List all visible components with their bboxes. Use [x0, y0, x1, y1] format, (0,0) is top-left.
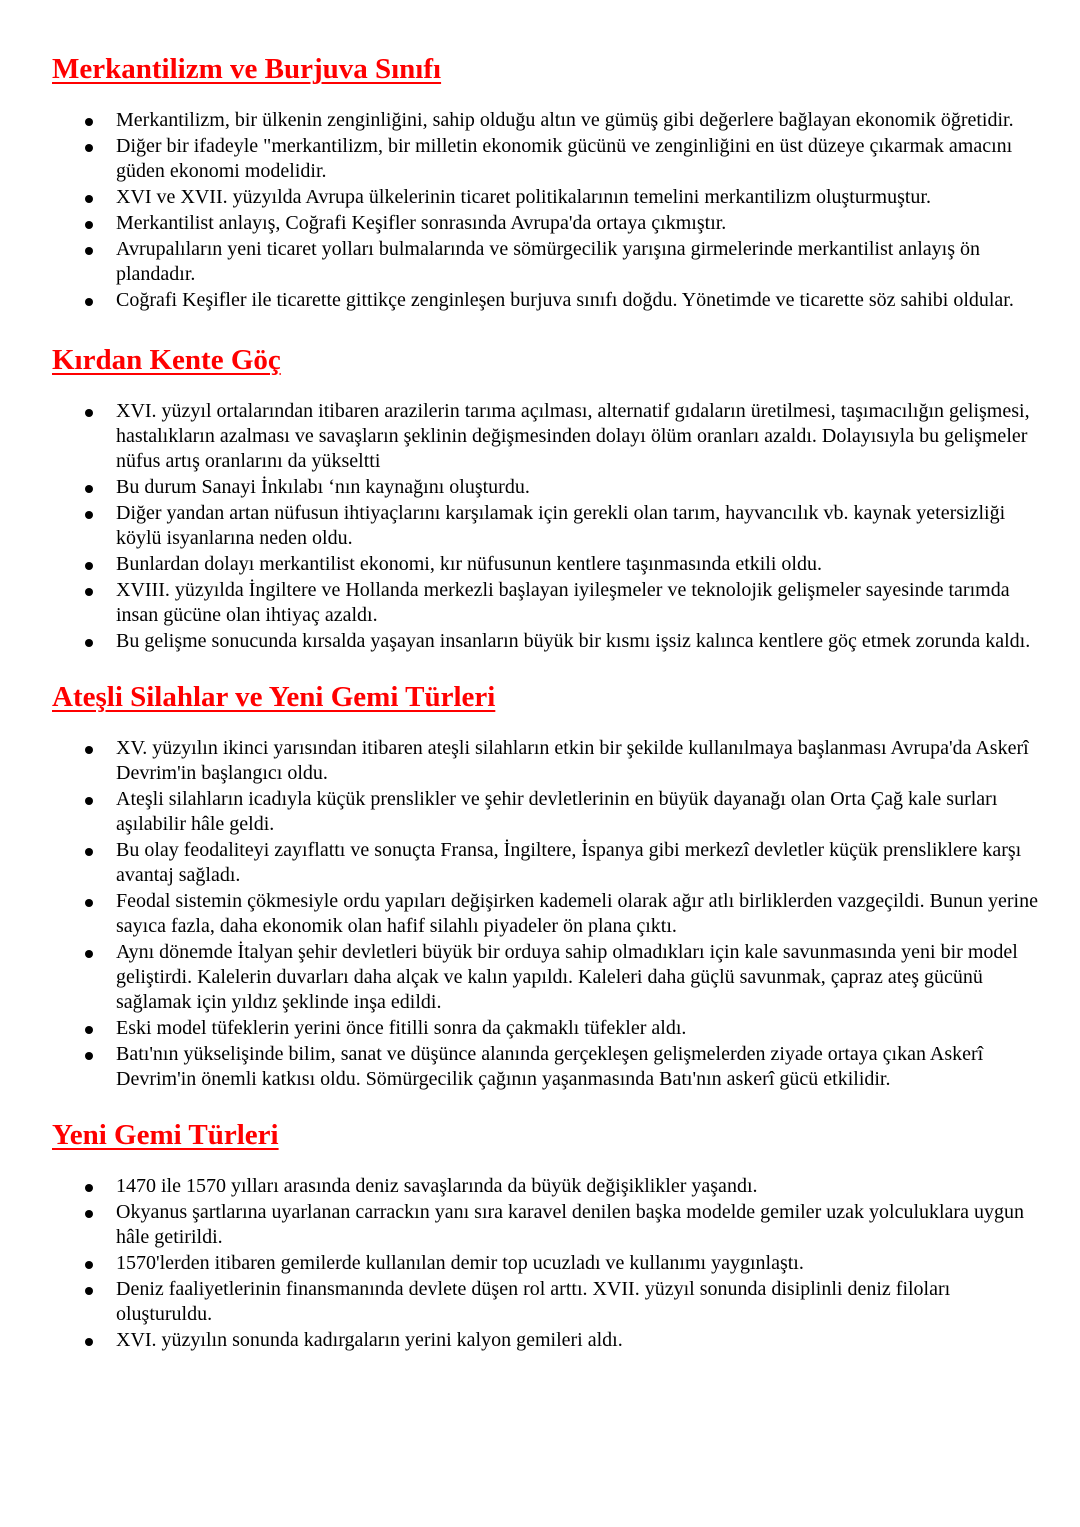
list-item-text: Bunlardan dolayı merkantilist ekonomi, kır nüfusunun kentlere taşınmasında etkili oldu.	[116, 553, 822, 575]
list-item-text: Okyanus şartlarına uyarlanan carrackın yanı sıra karavel denilen başka modelde gemiler uzak yolculuklara uygun hâle getirildi.	[116, 1201, 1024, 1248]
list-item-text: Avrupalıların yeni ticaret yolları bulmalarında ve sömürgecilik yarışına girmelerinde merkantilist anlayış ön plandadır.	[116, 238, 980, 285]
list-item	[52, 736, 1040, 786]
list-item	[52, 552, 1040, 577]
list-item	[52, 1042, 1040, 1092]
bullet-list	[52, 1174, 1040, 1353]
list-item	[52, 1251, 1040, 1276]
list-item	[52, 629, 1040, 654]
bullet-icon	[85, 221, 93, 229]
list-item	[52, 185, 1040, 210]
list-item	[52, 787, 1040, 837]
bullet-list	[52, 399, 1040, 654]
list-item-text: Deniz faaliyetlerinin finansmanında devlete düşen rol arttı. XVII. yüzyıl sonunda disiplinli deniz filoları oluşturuldu.	[116, 1278, 951, 1325]
list-item	[52, 237, 1040, 287]
list-item-text: Bu gelişme sonucunda kırsalda yaşayan insanların büyük bir kısmı işsiz kalınca kentlere göç etmek zorunda kaldı.	[116, 630, 1031, 652]
section-title: Merkantilizm ve Burjuva Sınıfı	[52, 53, 442, 85]
bullet-icon	[85, 1026, 93, 1034]
list-item	[52, 1016, 1040, 1041]
bullet-icon	[85, 562, 93, 570]
list-item-text: Eski model tüfeklerin yerini önce fitilli sonra da çakmaklı tüfekler aldı.	[116, 1017, 687, 1039]
bullet-icon	[85, 144, 93, 152]
section-kirdan-kente-goc	[52, 343, 1040, 654]
list-item-text: 1470 ile 1570 yılları arasında deniz savaşlarında da büyük değişiklikler yaşandı.	[116, 1175, 758, 1197]
section-title: Yeni Gemi Türleri	[52, 1119, 279, 1151]
list-item	[52, 889, 1040, 939]
bullet-icon	[85, 195, 93, 203]
section-atesli-silahlar	[52, 680, 1040, 1092]
bullet-icon	[85, 639, 93, 647]
list-item	[52, 501, 1040, 551]
bullet-icon	[85, 409, 93, 417]
list-item-text: XV. yüzyılın ikinci yarısından itibaren ateşli silahların etkin bir şekilde kullanılmaya başlanması Avrupa'da Askerî Devrim'in başlangıcı oldu.	[116, 737, 1029, 784]
list-item-text: Batı'nın yükselişinde bilim, sanat ve düşünce alanında gerçekleşen gelişmelerden ziyade ortaya çıkan Askerî Devrim'in önemli katkısı oldu. Sömürgecilik çağının yaşanmasında Batı'nın askerî gücü etkilidir.	[116, 1043, 984, 1090]
list-item-text: Bu durum Sanayi İnkılabı ‘nın kaynağını oluşturdu.	[116, 476, 530, 498]
bullet-icon	[85, 1338, 93, 1346]
bullet-icon	[85, 298, 93, 306]
section-title: Ateşli Silahlar ve Yeni Gemi Türleri	[52, 681, 496, 713]
list-item-text: XVI. yüzyıl ortalarından itibaren arazilerin tarıma açılması, alternatif gıdaların üretilmesi, taşımacılığın gelişmesi, hastalıkların azalması ve savaşların şeklinin değişmesinden dolayı ölüm oranları azaldı. Dolayısıyla bu gelişmeler nüfus artış oranlarını da yükseltti	[116, 400, 1030, 472]
bullet-icon	[85, 588, 93, 596]
bullet-icon	[85, 1210, 93, 1218]
list-item-text: Diğer yandan artan nüfusun ihtiyaçlarını karşılamak için gerekli olan tarım, hayvancılık vb. kaynak yetersizliği köylü isyanlarına neden oldu.	[116, 502, 1006, 549]
list-item	[52, 108, 1040, 133]
bullet-icon	[85, 848, 93, 856]
bullet-icon	[85, 1184, 93, 1192]
list-item-text: Feodal sistemin çökmesiyle ordu yapıları değişirken kademeli olarak ağır atlı birliklerden vazgeçildi. Bunun yerine sayıca fazla, daha ekonomik olan hafif silahlı piyadeler ön plana çıktı.	[116, 890, 1038, 937]
list-item	[52, 399, 1040, 474]
list-item	[52, 134, 1040, 184]
list-item-text: Ateşli silahların icadıyla küçük prenslikler ve şehir devletlerinin en büyük dayanağı olan Orta Çağ kale surları aşılabilir hâle geldi.	[116, 788, 998, 835]
list-item	[52, 838, 1040, 888]
bullet-icon	[85, 950, 93, 958]
bullet-icon	[85, 247, 93, 255]
bullet-icon	[85, 511, 93, 519]
bullet-icon	[85, 118, 93, 126]
list-item	[52, 211, 1040, 236]
list-item	[52, 1328, 1040, 1353]
list-item-text: Merkantilizm, bir ülkenin zenginliğini, sahip olduğu altın ve gümüş gibi değerlere bağlayan ekonomik öğretidir.	[116, 109, 1014, 131]
list-item-text: Aynı dönemde İtalyan şehir devletleri büyük bir orduya sahip olmadıkları için kale savunmasında yeni bir model geliştirdi. Kalelerin duvarları daha alçak ve kalın yapıldı. Kaleleri daha güçlü savunmak, çapraz ateş gücünü sağlamak için yıldız şeklinde inşa edildi.	[116, 941, 1018, 1013]
list-item	[52, 1277, 1040, 1327]
bullet-icon	[85, 485, 93, 493]
bullet-list	[52, 108, 1040, 313]
bullet-icon	[85, 1052, 93, 1060]
list-item-text: Merkantilist anlayış, Coğrafi Keşifler sonrasında Avrupa'da ortaya çıkmıştır.	[116, 212, 727, 234]
list-item-text: XVI ve XVII. yüzyılda Avrupa ülkelerinin ticaret politikalarının temelini merkantilizm oluşturmuştur.	[116, 186, 931, 208]
list-item-text: Diğer bir ifadeyle "merkantilizm, bir milletin ekonomik gücünü ve zenginliğini en üst düzeye çıkarmak amacını güden ekonomi modelidir.	[116, 135, 1013, 182]
section-merkantilizm	[52, 52, 1040, 313]
list-item-text: Bu olay feodaliteyi zayıflattı ve sonuçta Fransa, İngiltere, İspanya gibi merkezî devletler küçük prensliklere karşı avantaj sağladı.	[116, 839, 1022, 886]
bullet-icon	[85, 1287, 93, 1295]
list-item	[52, 940, 1040, 1015]
list-item	[52, 578, 1040, 628]
list-item-text: 1570'lerden itibaren gemilerde kullanılan demir top ucuzladı ve kullanımı yaygınlaştı.	[116, 1252, 804, 1274]
list-item-text: XVI. yüzyılın sonunda kadırgaların yerini kalyon gemileri aldı.	[116, 1329, 623, 1351]
list-item	[52, 288, 1040, 313]
bullet-icon	[85, 797, 93, 805]
list-item	[52, 1200, 1040, 1250]
bullet-icon	[85, 746, 93, 754]
bullet-list	[52, 736, 1040, 1092]
section-title: Kırdan Kente Göç	[52, 344, 281, 376]
list-item	[52, 475, 1040, 500]
bullet-icon	[85, 1261, 93, 1269]
bullet-icon	[85, 899, 93, 907]
list-item-text: Coğrafi Keşifler ile ticarette gittikçe zenginleşen burjuva sınıfı doğdu. Yönetimde ve ticarette söz sahibi oldular.	[116, 289, 1014, 311]
list-item-text: XVIII. yüzyılda İngiltere ve Hollanda merkezli başlayan iyileşmeler ve teknolojik gelişmeler sayesinde tarımda insan gücüne olan ihtiyaç azaldı.	[116, 579, 1010, 626]
list-item	[52, 1174, 1040, 1199]
section-yeni-gemi-turleri	[52, 1118, 1040, 1353]
